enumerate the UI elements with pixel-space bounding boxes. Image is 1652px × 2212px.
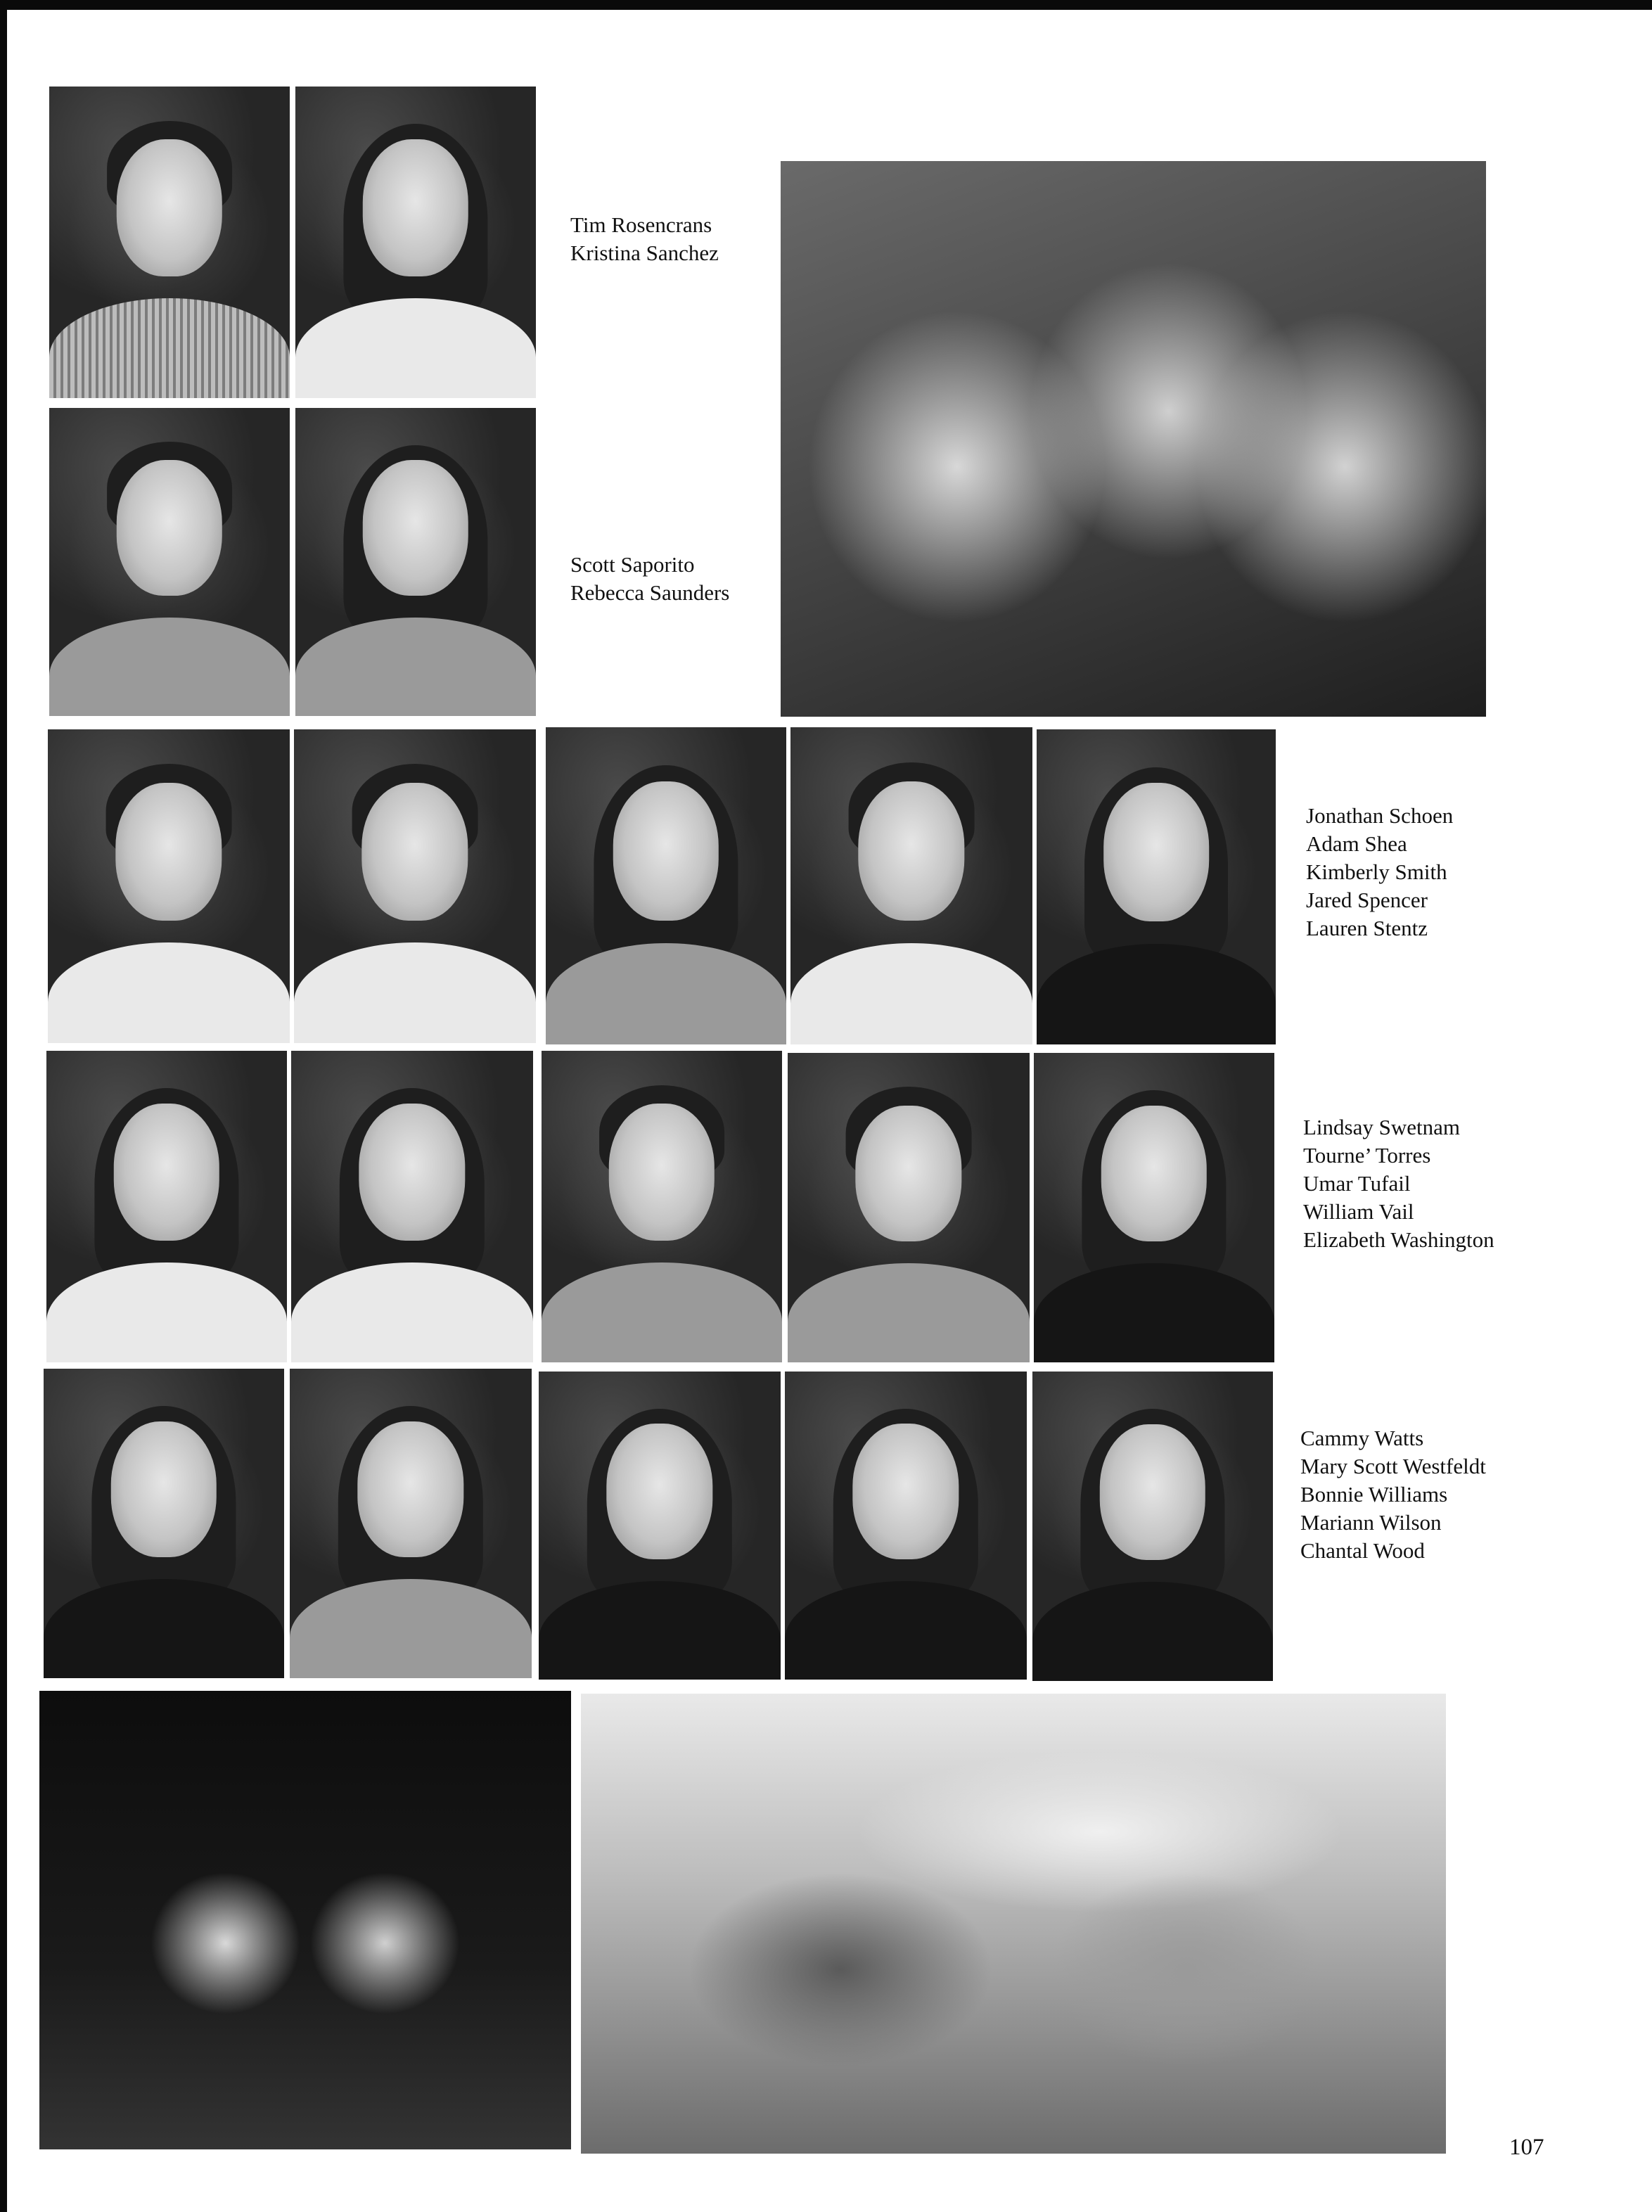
portrait-photo [546, 727, 786, 1044]
name-caption [570, 211, 719, 267]
two-friends-photo [39, 1691, 571, 2149]
student-name: Scott Saporito [570, 552, 695, 577]
portrait-photo [48, 729, 290, 1043]
page-top-border [0, 0, 1652, 10]
name-caption [1306, 802, 1453, 942]
portrait-photo [44, 1369, 284, 1678]
name-caption [570, 551, 729, 607]
portrait-photo [49, 87, 290, 398]
name-caption [1303, 1113, 1494, 1254]
student-name: Rebecca Saunders [570, 580, 730, 605]
student-name: Jonathan Schoen [1306, 803, 1454, 828]
student-name: Kimberly Smith [1306, 859, 1447, 884]
student-name: Jared Spencer [1306, 888, 1428, 912]
portrait-photo [290, 1369, 532, 1678]
student-name: Cammy Watts [1300, 1426, 1424, 1450]
student-name: Kristina Sanchez [570, 241, 719, 265]
student-name: William Vail [1303, 1199, 1414, 1224]
portrait-photo [1037, 729, 1276, 1044]
group-of-three-photo [781, 161, 1486, 717]
portrait-photo [788, 1053, 1030, 1362]
student-name: Mariann Wilson [1300, 1510, 1442, 1535]
student-name: Umar Tufail [1303, 1171, 1411, 1196]
portrait-photo [542, 1051, 782, 1362]
student-name: Bonnie Williams [1300, 1482, 1448, 1507]
portrait-photo [539, 1372, 781, 1680]
student-name: Lauren Stentz [1306, 916, 1428, 940]
portrait-photo [790, 727, 1032, 1044]
student-name: Adam Shea [1306, 831, 1407, 856]
portrait-photo [295, 408, 536, 716]
student-name: Chantal Wood [1300, 1538, 1425, 1563]
page-number: 107 [1509, 2135, 1544, 2160]
portrait-photo [1032, 1372, 1273, 1681]
student-name: Tourne’ Torres [1303, 1143, 1431, 1168]
portrait-photo [49, 408, 290, 716]
student-name: Tim Rosencrans [570, 212, 712, 237]
portrait-photo [294, 729, 536, 1043]
portrait-photo [295, 87, 536, 398]
name-caption [1300, 1424, 1486, 1565]
page-left-border [0, 0, 7, 2212]
student-name: Elizabeth Washington [1303, 1227, 1494, 1252]
portrait-photo [1034, 1053, 1274, 1362]
portrait-photo [291, 1051, 533, 1362]
student-name: Mary Scott Westfeldt [1300, 1454, 1486, 1478]
picnic-table-photo [581, 1694, 1446, 2154]
portrait-photo [785, 1372, 1027, 1680]
student-name: Lindsay Swetnam [1303, 1115, 1460, 1139]
portrait-photo [46, 1051, 287, 1362]
